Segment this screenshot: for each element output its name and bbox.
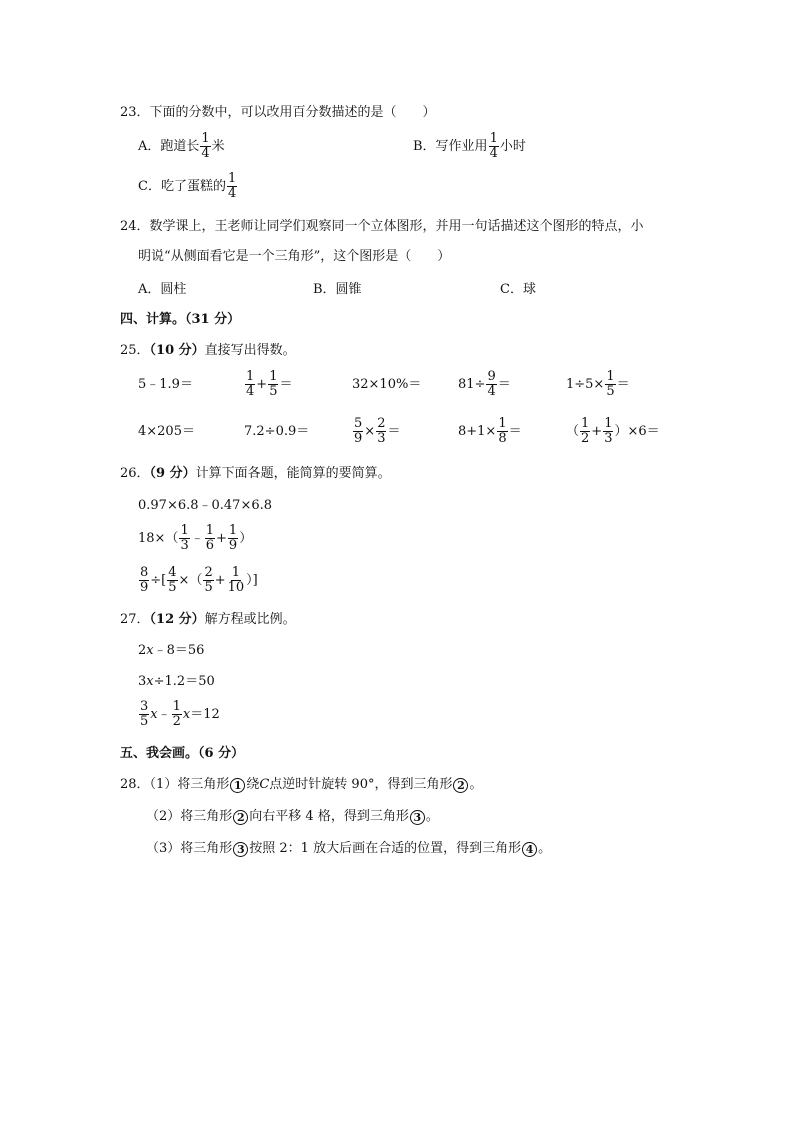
q23-option-a [138, 132, 225, 161]
q23-option-b [413, 132, 526, 161]
q24-option-a: A．圆柱 [138, 282, 187, 297]
q27-score: （12 分） [149, 612, 205, 627]
q23-b-prefix: B．写作业用 [413, 138, 488, 154]
circled-number-icon: 3 [233, 842, 248, 857]
q26-number: 26． [120, 466, 150, 481]
q25-r1c2: $\frac{1}{4}$ + $\frac{1}{5}$ ＝ [246, 369, 293, 399]
q24-line1: 24．数学课上，王老师让同学们观察同一个立体图形，并用一句话描述这个图形的特点，小 [120, 219, 644, 234]
fraction: $\frac{1}{3}$ [604, 416, 613, 446]
circled-number-icon: 2 [453, 778, 468, 793]
q28-line-1: 28．（1）将三角形 1 绕 C 点逆时针旋转 90°，得到三角形 2 。 [120, 777, 483, 792]
fraction: $\frac{1}{4}$ [246, 369, 255, 399]
q27-title [120, 611, 296, 629]
q25-r2c1: 4×205＝ [138, 424, 195, 439]
fraction: $\frac{1}{4}$ [489, 131, 498, 161]
fraction: $\frac{4}{5}$ [168, 565, 177, 595]
q23-stem: 23．下面的分数中，可以改用百分数描述的是（ ） [120, 105, 436, 120]
q25-score: （10 分） [149, 343, 205, 358]
q25-text: 直接写出得数。 [204, 343, 296, 358]
q23-a-suffix: 米 [211, 138, 225, 154]
fraction: $\frac{8}{9}$ [140, 565, 149, 595]
fraction: $\frac{1}{5}$ [269, 369, 278, 399]
q25-r1c1: 5﹣1.9＝ [138, 377, 193, 392]
fraction: $\frac{9}{4}$ [487, 369, 496, 399]
q25-r1c3: 32×10%＝ [352, 377, 422, 392]
q26-score: （9 分） [149, 466, 196, 481]
q25-r1c4: 81÷ $\frac{9}{4}$ ＝ [458, 369, 511, 399]
q25-r2c5: （ $\frac{1}{2}$ + $\frac{1}{3}$ ）×6＝ [566, 416, 660, 446]
q24-line2: 明说“从侧面看它是一个三角形”，这个图形是（ ） [138, 249, 451, 264]
fraction: $\frac{1}{4}$ [201, 131, 210, 161]
q23-c-prefix: C．吃了蛋糕的 [138, 178, 226, 194]
q23-b-suffix: 小时 [499, 138, 526, 154]
fraction: $\frac{2}{5}$ [204, 565, 213, 595]
q27-number: 27． [120, 612, 150, 627]
circled-number-icon: 2 [233, 810, 248, 825]
q24-option-b: B．圆锥 [313, 282, 362, 297]
fraction: $\frac{1}{2}$ [581, 416, 590, 446]
fraction: $\frac{1}{6}$ [205, 523, 215, 553]
fraction: $\frac{1}{10}$ [227, 565, 245, 595]
fraction: $\frac{1}{3}$ [180, 523, 189, 553]
q25-r2c2: 7.2÷0.9＝ [244, 424, 310, 439]
q26-expr-3: $\frac{8}{9}$ ÷[ $\frac{4}{5}$ ×（ $\frac{2}{5}$ + $\frac{1}{10}$ ）] [140, 565, 258, 595]
fraction: $\frac{1}{2}$ [172, 699, 181, 729]
fraction: $\frac{5}{9}$ [354, 416, 363, 446]
q25-r2c4: 8+1× $\frac{1}{8}$ ＝ [458, 416, 522, 446]
fraction: $\frac{1}{8}$ [498, 416, 507, 446]
q27-eq-3: $\frac{3}{5}$ x ﹣ $\frac{1}{2}$ x ＝12 [140, 699, 220, 729]
section-5-heading: 五、我会画。（6 分） [120, 746, 245, 761]
q25-title [120, 342, 296, 360]
q23-a-prefix: A．跑道长 [138, 138, 200, 154]
q27-text: 解方程或比例。 [204, 612, 296, 627]
fraction: $\frac{1}{5}$ [606, 369, 615, 399]
fraction: $\frac{1}{9}$ [228, 523, 238, 553]
q26-expr-2: 18×（ $\frac{1}{3}$ ﹣ $\frac{1}{6}$ + $\frac{1}{9}$ ） [138, 523, 253, 553]
q28-line-2: （2）将三角形 2 向右平移 4 格，得到三角形 3 。 [146, 809, 439, 824]
circled-number-icon: 3 [410, 810, 425, 825]
q27-eq-1: 2x﹣8＝56 [138, 643, 205, 658]
circled-number-icon: 1 [230, 778, 245, 793]
fraction: $\frac{3}{5}$ [140, 699, 149, 729]
section-4-heading: 四、计算。（31 分） [120, 312, 241, 327]
q25-r1c5: 1÷5× $\frac{1}{5}$ ＝ [566, 369, 630, 399]
q24-option-c: C．球 [500, 282, 536, 297]
fraction: $\frac{1}{4}$ [227, 171, 237, 201]
q26-title [120, 465, 391, 483]
q27-eq-2: 3x÷1.2＝50 [138, 674, 215, 689]
q25-r2c3: $\frac{5}{9}$ × $\frac{2}{3}$ ＝ [354, 416, 401, 446]
q26-text: 计算下面各题，能简算的要简算。 [195, 466, 391, 481]
q28-line-3: （3）将三角形 3 按照 2：1 放大后画在合适的位置，得到三角形 4 。 [146, 841, 552, 856]
q26-expr-1: 0.97×6.8﹣0.47×6.8 [138, 498, 273, 513]
fraction: $\frac{2}{3}$ [377, 416, 386, 446]
q23-option-c [138, 172, 238, 201]
circled-number-icon: 4 [522, 842, 537, 857]
q25-number: 25． [120, 343, 150, 358]
